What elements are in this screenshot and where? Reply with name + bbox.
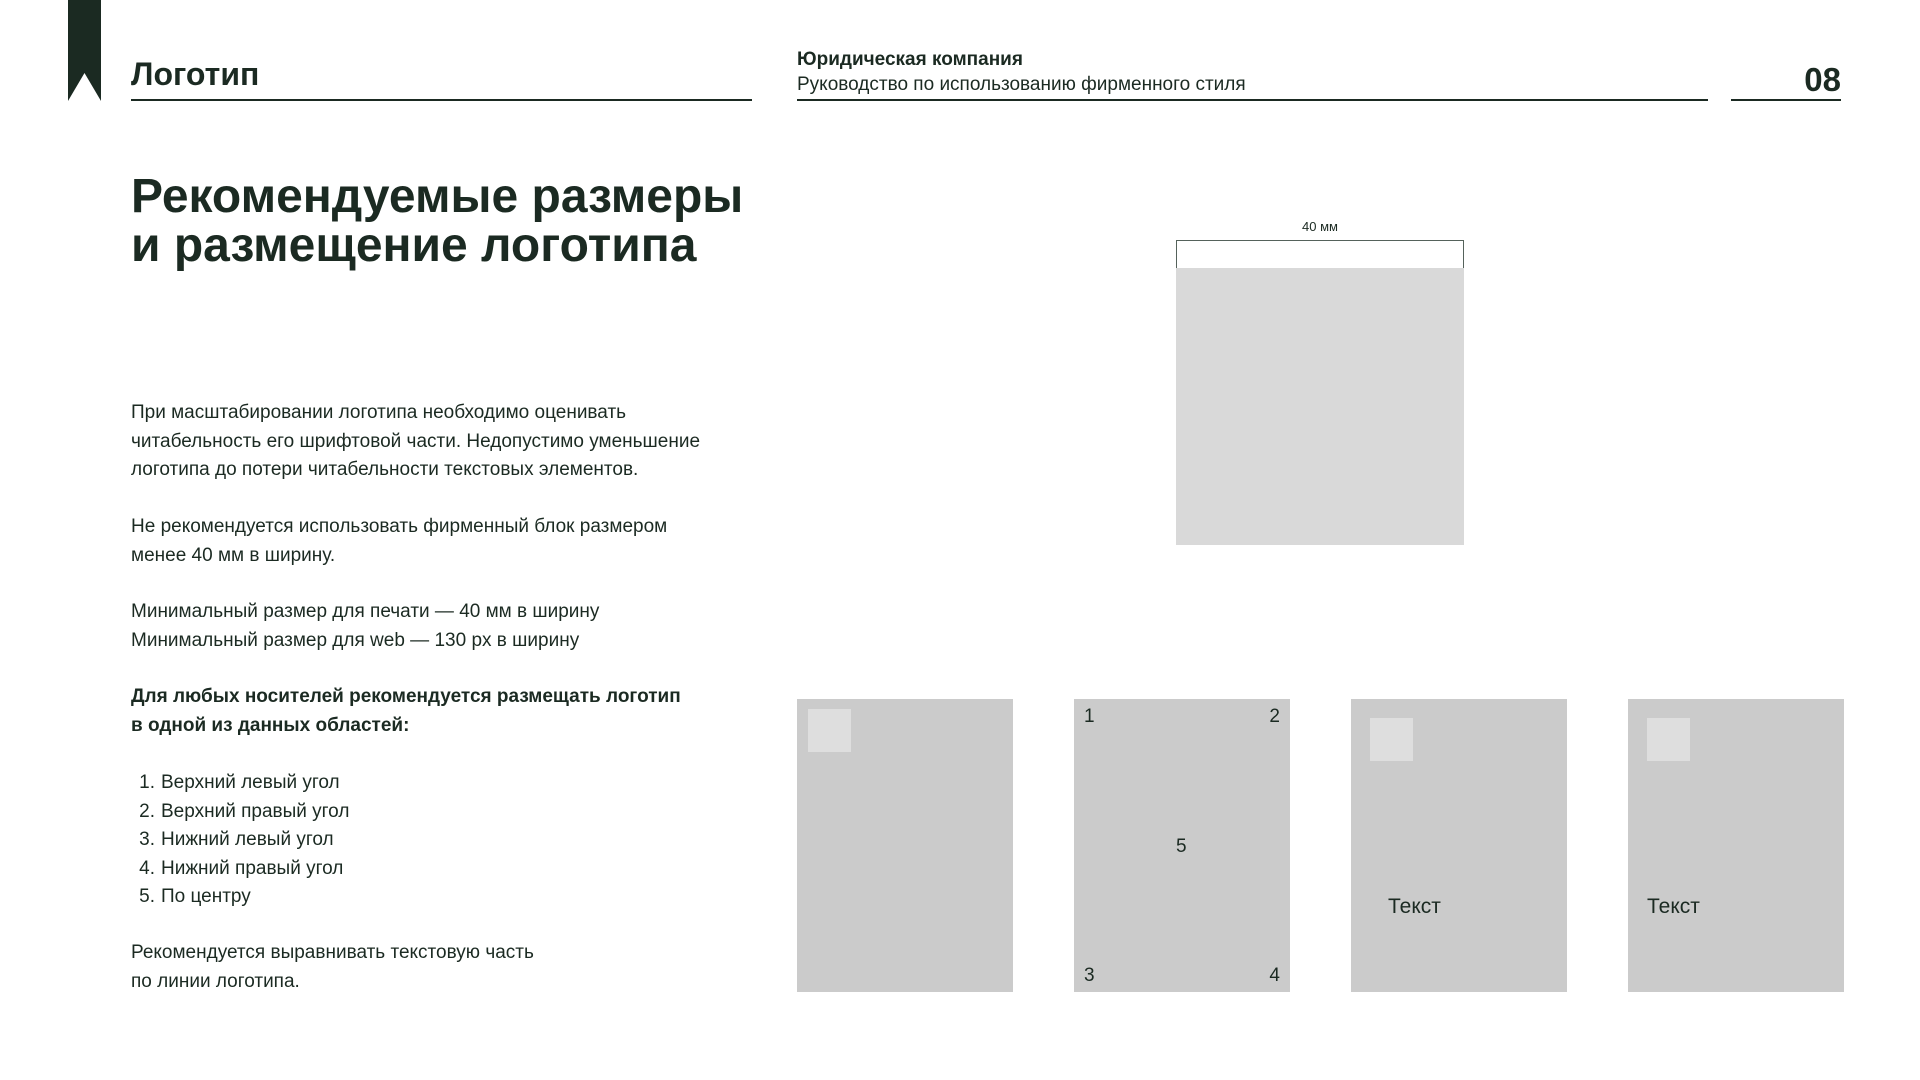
list-label: Нижний левый угол [161,829,334,850]
list-number: 3. [139,829,155,850]
list-number: 2. [139,800,155,822]
list-item [131,798,771,827]
width-dimension-label: 40 мм [1302,219,1338,234]
list-number: 4. [139,857,155,879]
zone-top-right: 2 [1269,706,1280,727]
zone-top-left: 1 [1084,706,1095,727]
text-line: Рекомендуется выравнивать текстовую часть [131,942,534,963]
list-number: 5. [139,886,155,907]
list-item [131,855,771,884]
header-divider [1731,99,1841,101]
page-number: 08 [1804,61,1841,98]
list-item [131,883,771,912]
header-divider [797,99,1708,101]
list-label: Нижний правый угол [161,857,344,879]
placement-panel-text-aligned [1351,699,1567,992]
logo-placeholder [1370,718,1413,761]
text-line: по линии логотипа. [131,970,300,992]
sample-text: Текст [1388,895,1441,918]
placement-panel-text-aligned [1628,699,1844,992]
page-title [131,172,771,270]
placement-list [131,769,771,912]
list-label: Верхний правый угол [161,800,350,822]
placement-panel-example [797,699,1013,992]
sample-text: Текст [1647,895,1700,918]
header-divider [131,99,752,101]
zone-bottom-right: 4 [1269,965,1280,986]
logo-placeholder [1647,718,1690,761]
logo-size-placeholder [1176,268,1464,545]
scaling-paragraph [131,399,771,485]
list-item [131,826,771,855]
zone-center: 5 [1176,836,1187,857]
text-line: менее 40 мм в ширину. [131,544,336,566]
list-item [131,769,771,798]
min-width-paragraph [131,513,771,570]
text-line: в одной из данных областей: [131,714,410,736]
section-title: Логотип [131,56,260,92]
page-title-line: Рекомендуемые размеры [131,170,744,223]
company-name: Юридическая компания [797,49,1023,70]
list-label: По центру [161,886,251,907]
guide-subtitle: Руководство по использованию фирменного стиля [797,74,1246,95]
placement-heading [131,683,771,740]
zone-bottom-left: 3 [1084,965,1095,986]
logo-placeholder [808,709,851,752]
list-number: 1. [139,772,155,793]
list-label: Верхний левый угол [161,772,340,793]
text-line: Не рекомендуется использовать фирменный блок размером [131,516,668,537]
text-line: читабельность его шрифтовой части. Недопустимо уменьшение [131,430,701,452]
alignment-note [131,939,771,996]
page-title-line: и размещение логотипа [131,219,697,272]
placement-panel-zones [1074,699,1290,992]
text-line: Для любых носителей рекомендуется размещать логотип [131,686,681,707]
text-line: логотипа до потери читабельности текстовых элементов. [131,459,639,480]
web-min-size: Минимальный размер для web — 130 px в ширину [131,629,580,651]
text-line: При масштабировании логотипа необходимо оценивать [131,402,627,423]
bookmark-icon [68,0,101,101]
min-sizes [131,598,771,655]
print-min-size: Минимальный размер для печати — 40 мм в ширину [131,601,600,622]
